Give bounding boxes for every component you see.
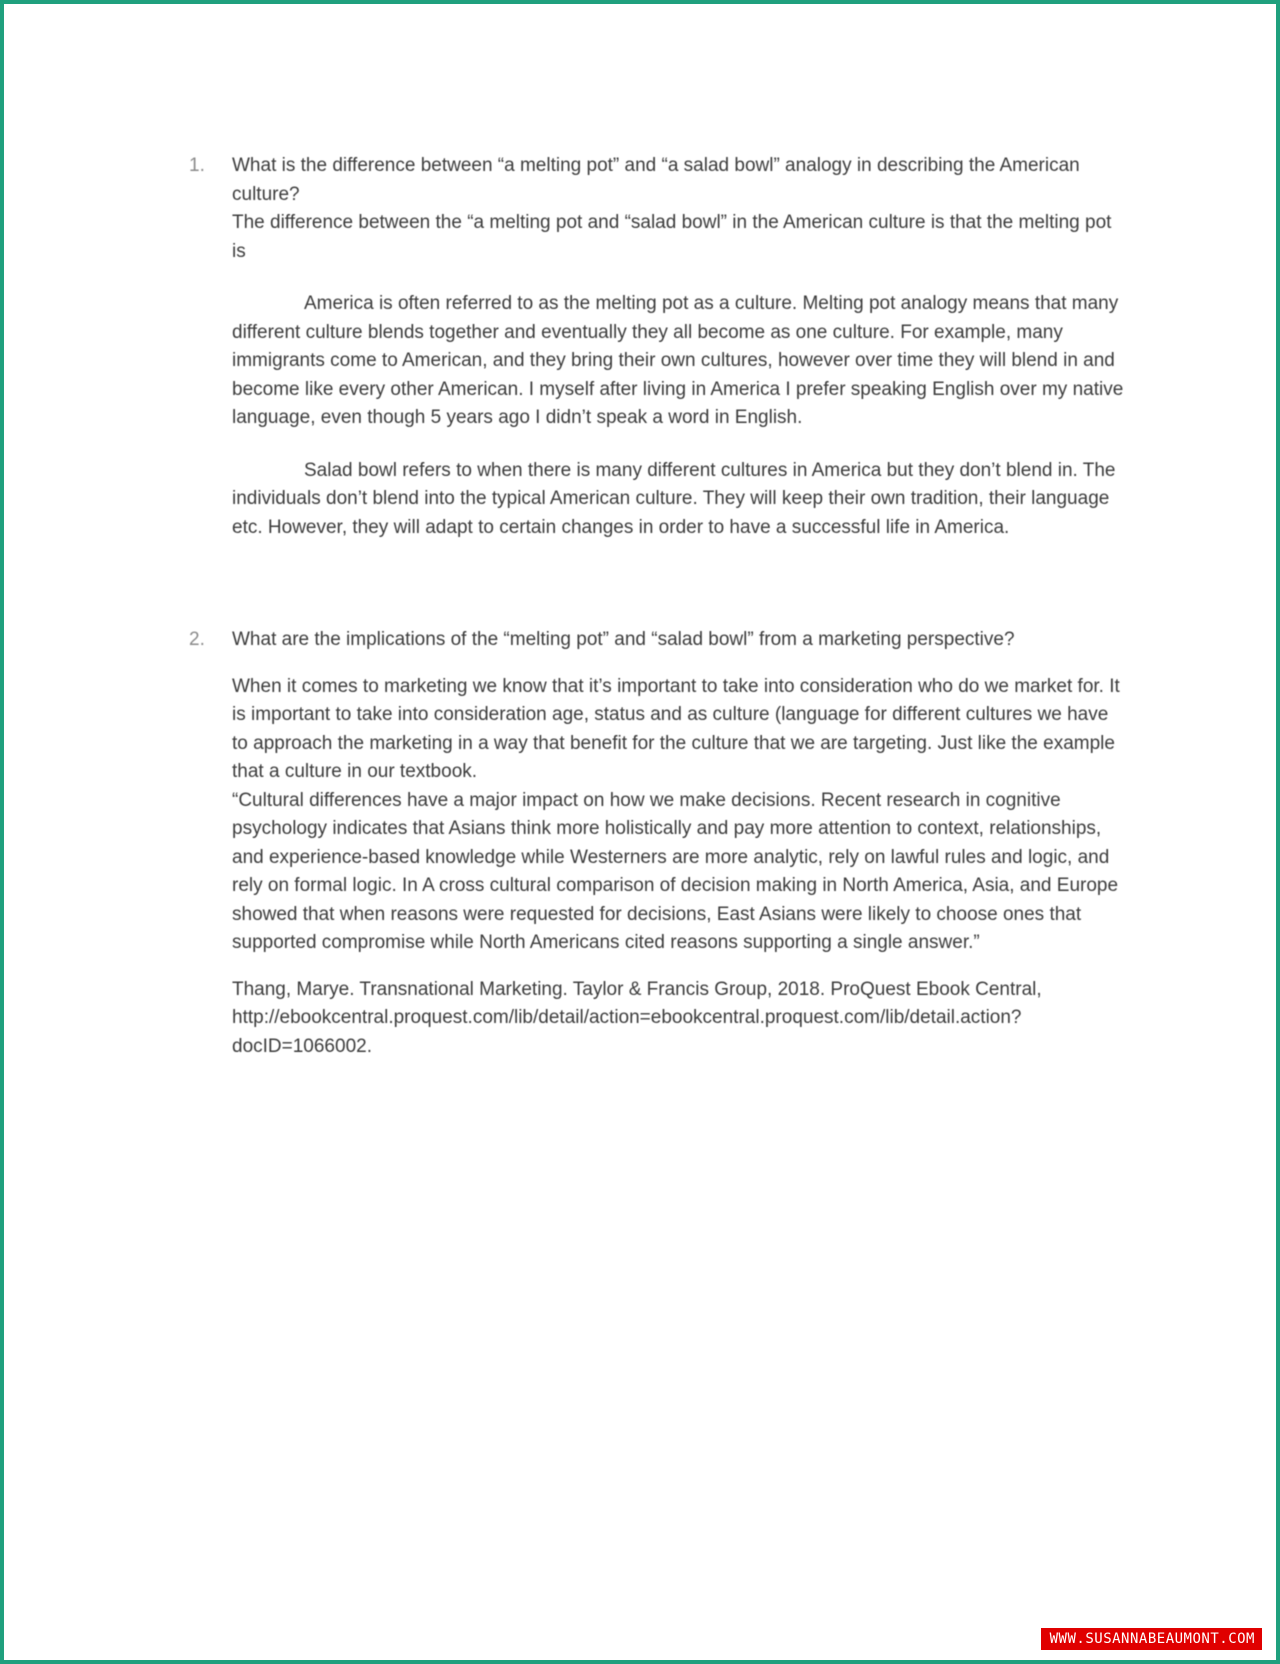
question-number: 2. [189,629,205,650]
question-text: What is the difference between “a melting pot” and “a salad bowl” analogy in describing the American culture? [232,155,1080,205]
question-item-1 [189,152,1129,542]
watermark-label: WWW.SUSANNABEAUMONT.COM [1041,1628,1262,1650]
question-text: What are the implications of the “melting pot” and “salad bowl” from a marketing perspective? [232,629,1015,650]
question-item-2 [189,626,1129,1061]
citation: Thang, Marye. Transnational Marketing. Taylor & Francis Group, 2018. ProQuest Ebook Central, http://ebookcentral.proquest.com/lib/detail/action=ebookcentral.proquest.com/lib/detail.action?docID=1066002. [232,978,1042,1057]
answer-paragraph: Salad bowl refers to when there is many different cultures in America but they don’t blend in. The individuals don’t blend into the typical American culture. They will keep their own tradition, their language etc. However, they will adapt to certain changes in order to have a successful life in America. [232,459,1116,538]
answer-intro: The difference between the “a melting pot and “salad bowl” in the American culture is that the melting pot is [232,212,1112,262]
answer-paragraph: When it comes to marketing we know that it’s important to take into consideration who do we market for. It is important to take into consideration age, status and as culture (language for different cultures we have to approach the marketing in a way that benefit for the culture that we are targeting. Just like the example that a culture in our textbook. [232,675,1120,782]
document-page [189,152,1129,1061]
answer-paragraph: America is often referred to as the melting pot as a culture. Melting pot analogy means that many different culture blends together and eventually they all become as one culture. For example, many immigrants come to American, and they bring their own cultures, however over time they will blend in and become like every other American. I myself after living in America I prefer speaking English over my native language, even though 5 years ago I didn’t speak a word in English. [232,293,1124,428]
answer-quote: “Cultural differences have a major impact on how we make decisions. Recent research in cognitive psychology indicates that Asians think more holistically and pay more attention to context, relationships, and experience-based knowledge while Westerners are more analytic, rely on lawful rules and logic, and rely on formal logic. In A cross cultural comparison of decision making in North America, Asia, and Europe showed that when reasons were requested for decisions, East Asians were likely to choose ones that supported compromise while North Americans cited reasons supporting a single answer.” [232,789,1119,953]
question-number: 1. [189,155,205,176]
